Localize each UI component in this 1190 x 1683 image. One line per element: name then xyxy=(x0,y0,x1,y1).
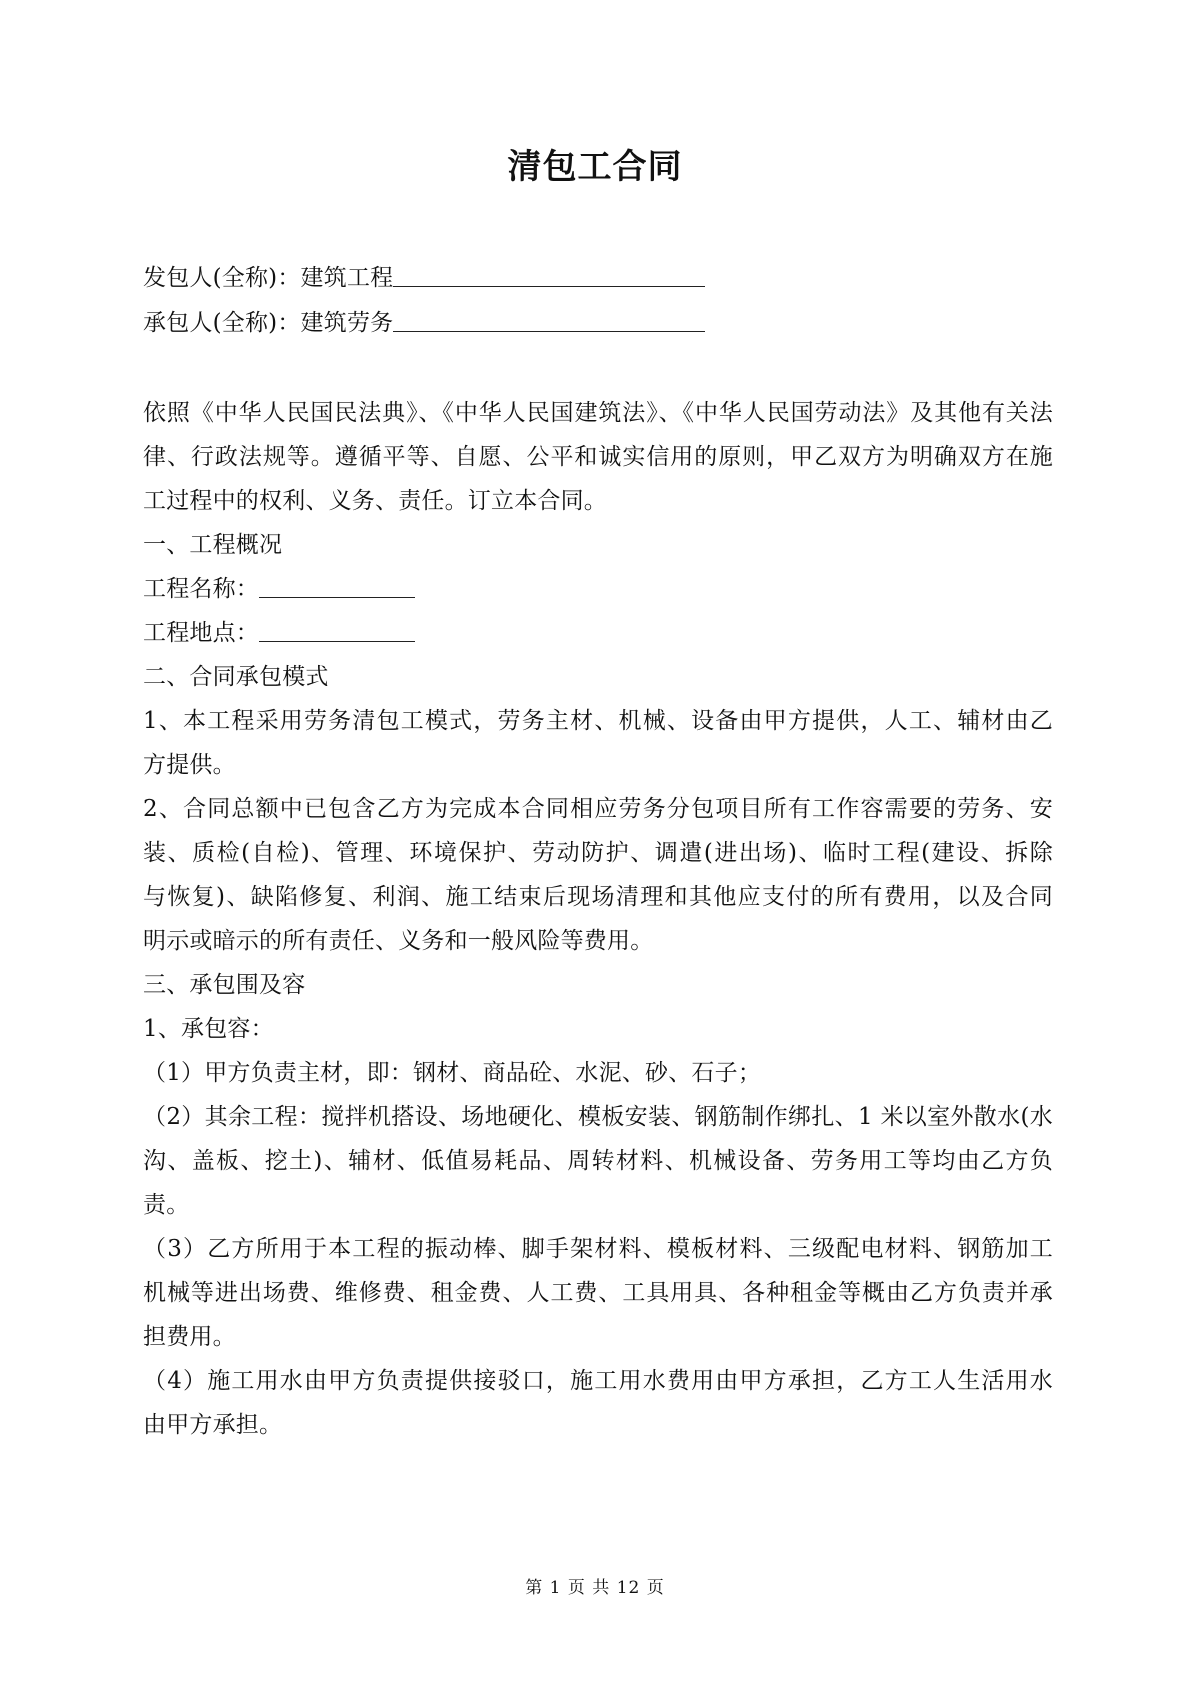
paragraph-line: 方提供。 xyxy=(143,752,236,778)
paragraph-line: 1、本工程采用劳务清包工模式，劳务主材、机械、设备由甲方提供，人工、辅材由乙 xyxy=(143,708,1053,734)
project-location-line xyxy=(143,617,1053,649)
paragraph-line: 责。 xyxy=(143,1192,190,1218)
subsection-heading: 1、承包容： xyxy=(143,1016,274,1042)
employer-value: 建筑工程 xyxy=(300,265,394,291)
project-location-label: 工程地点： xyxy=(143,620,259,646)
paragraph-line: 与恢复)、缺陷修复、利润、施工结束后现场清理和其他应支付的所有费用，以及合同 xyxy=(143,884,1053,910)
paragraph-line: （1）甲方负责主材，即：钢材、商品砼、水泥、砂、石子； xyxy=(143,1060,762,1086)
paragraph-line: 沟、盖板、挖土)、辅材、低值易耗品、周转材料、机械设备、劳务用工等均由乙方负 xyxy=(143,1148,1053,1174)
paragraph-line: （3）乙方所用于本工程的振动棒、脚手架材料、模板材料、三级配电材料、钢筋加工 xyxy=(143,1236,1053,1262)
employer-blank xyxy=(393,264,705,287)
preamble-line: 依照《中华人民国民法典》、《中华人民国建筑法》、《中华人民国劳动法》及其他有关法 xyxy=(143,400,1053,426)
contract-title: 清包工合同 xyxy=(507,147,683,187)
contractor-line xyxy=(143,307,1053,339)
paragraph-line: （4）施工用水由甲方负责提供接驳口，施工用水费用由甲方承担，乙方工人生活用水 xyxy=(143,1368,1053,1394)
paragraph-line: 2、合同总额中已包含乙方为完成本合同相应劳务分包项目所有工作容需要的劳务、安 xyxy=(143,796,1053,822)
employer-line xyxy=(143,262,1053,294)
project-name-line xyxy=(143,573,1053,605)
section-heading: 二、合同承包模式 xyxy=(143,664,329,690)
paragraph-line: 明示或暗示的所有责任、义务和一般风险等费用。 xyxy=(143,928,654,954)
preamble-line: 工过程中的权利、义务、责任。订立本合同。 xyxy=(143,488,607,514)
project-name-label: 工程名称： xyxy=(143,576,259,602)
paragraph-line: 装、质检(自检)、管理、环境保护、劳动防护、调遣(进出场)、临时工程(建设、拆除 xyxy=(143,840,1053,866)
paragraph-line: 机械等进出场费、维修费、租金费、人工费、工具用具、各种租金等概由乙方负责并承 xyxy=(143,1280,1053,1306)
contractor-label: 承包人(全称)： xyxy=(143,310,301,336)
page-number: 第 1 页 共 12 页 xyxy=(525,1578,665,1598)
paragraph-line: 担费用。 xyxy=(143,1324,236,1350)
section-heading: 三、承包围及容 xyxy=(143,972,306,998)
project-location-blank xyxy=(259,619,415,642)
contractor-value: 建筑劳务 xyxy=(300,310,394,336)
contractor-blank xyxy=(393,309,705,332)
preamble-line: 律、行政法规等。遵循平等、自愿、公平和诚实信用的原则，甲乙双方为明确双方在施 xyxy=(143,444,1053,470)
paragraph-line: （2）其余工程：搅拌机搭设、场地硬化、模板安装、钢筋制作绑扎、1 米以室外散水(水 xyxy=(143,1104,1053,1130)
paragraph-line: 由甲方承担。 xyxy=(143,1412,283,1438)
section-heading: 一、工程概况 xyxy=(143,532,283,558)
project-name-blank xyxy=(259,575,415,598)
employer-label: 发包人(全称)： xyxy=(143,265,301,291)
